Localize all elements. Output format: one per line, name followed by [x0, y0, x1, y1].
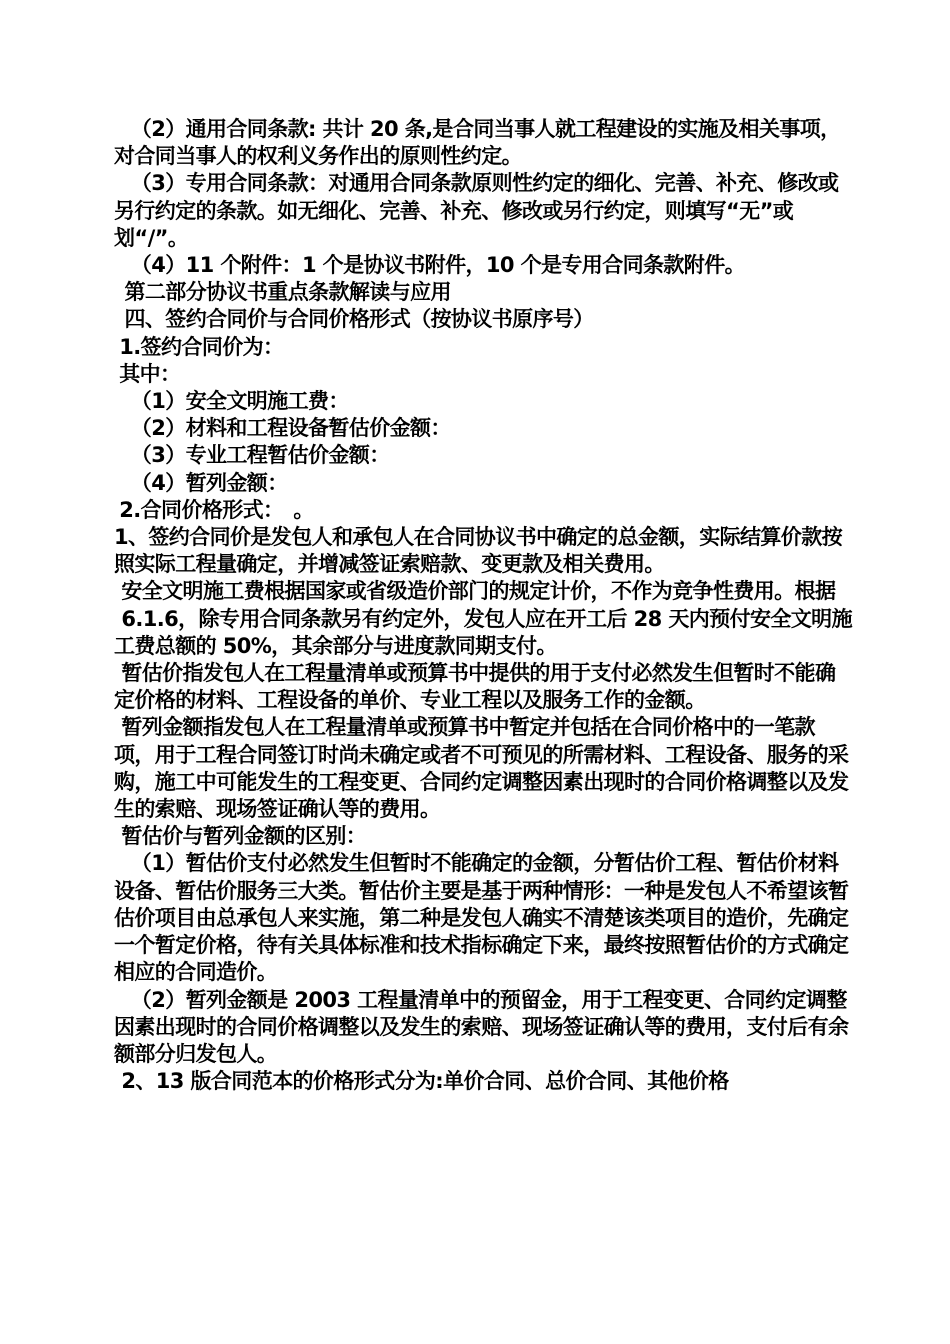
- item-professional-estimate: （3）专业工程暂估价金额：: [130, 443, 390, 468]
- item-safety-fee: （1）安全文明施工费：: [130, 389, 349, 414]
- paragraph-difference-one: （1）暂估价支付必然发生但暂时不能确定的金额，分暂估价工程、暂估价材料设备、暂估价服务三大类。暂估价主要是基于两种情形：一种是发包人不希望该暂估价项目由总承包人来实施，第二种是发包人确实不清楚该类项目的造价，先确定一个暂定价格，待有关具体标准和技术指标确定下来，最终按照暂估价的方式确定相应的合同造价。: [114, 851, 849, 985]
- paragraph-difference-two: （2）暂列金额是 2003 工程量清单中的预留金，用于工程变更、合同约定调整因素出现时的合同价格调整以及发生的索赔、现场签证确认等的费用，支付后有余额部分归发包人。: [114, 987, 849, 1066]
- paragraph-safety-fee: 安全文明施工费根据国家或省级造价部门的规定计价，不作为竞争性费用。根据: [121, 579, 836, 604]
- item-contract-price: 1.签约合同价为：: [119, 334, 284, 359]
- paragraph-special-terms: （3）专用合同条款：对通用合同条款原则性约定的细化、完善、补充、修改或另行约定的条款。如无细化、完善、补充、修改或另行约定，则填写“无”或划“/”。: [114, 171, 839, 250]
- section-heading-contract-price: 四、签约合同价与合同价格形式（按协议书原序号）: [124, 307, 594, 332]
- paragraph-provisional-definition: 暂列金额指发包人在工程量清单或预算书中暂定并包括在合同价格中的一笔款项，用于工程合同签订时尚未确定或者不可预见的所需材料、工程设备、服务的采购，施工中可能发生的工程变更、合同约定调整因素出现时的合同价格调整以及发生的索赔、现场签证确认等的费用。: [114, 715, 849, 822]
- item-provisional-sum: （4）暂列金额：: [130, 470, 288, 495]
- section-heading-part-two: 第二部分协议书重点条款解读与应用: [124, 280, 451, 305]
- paragraph-difference-heading: 暂估价与暂列金额的区别：: [121, 824, 367, 849]
- paragraph-prepayment: 6.1.6，除专用合同条款另有约定外，发包人应在开工后 28 天内预付安全文明施工费总额的 50%，其余部分与进度款同期支付。: [114, 606, 852, 658]
- paragraph-estimate-definition: 暂估价指发包人在工程量清单或预算书中提供的用于支付必然发生但暂时不能确定价格的材料、工程设备的单价、专业工程以及服务工作的金额。: [114, 661, 836, 713]
- paragraph-price-forms: 2、13 版合同范本的价格形式分为:单价合同、总价合同、其他价格: [121, 1069, 729, 1094]
- item-material-estimate: （2）材料和工程设备暂估价金额：: [130, 416, 451, 441]
- item-price-form: 2.合同价格形式： 。: [119, 497, 314, 522]
- paragraph-attachments: （4）11 个附件：1 个是协议书附件，10 个是专用合同条款附件。: [130, 253, 745, 278]
- paragraph-contract-price-definition: 1、签约合同价是发包人和承包人在合同协议书中确定的总金额，实际结算价款按照实际工程量确定，并增减签证索赔款、变更款及相关费用。: [114, 525, 843, 577]
- item-among-which: 其中：: [119, 361, 181, 386]
- document-body: [114, 116, 854, 1095]
- paragraph-general-terms: （2）通用合同条款: 共计 20 条,是合同当事人就工程建设的实施及相关事项，对合同当事人的权利义务作出的原则性约定。: [114, 117, 841, 169]
